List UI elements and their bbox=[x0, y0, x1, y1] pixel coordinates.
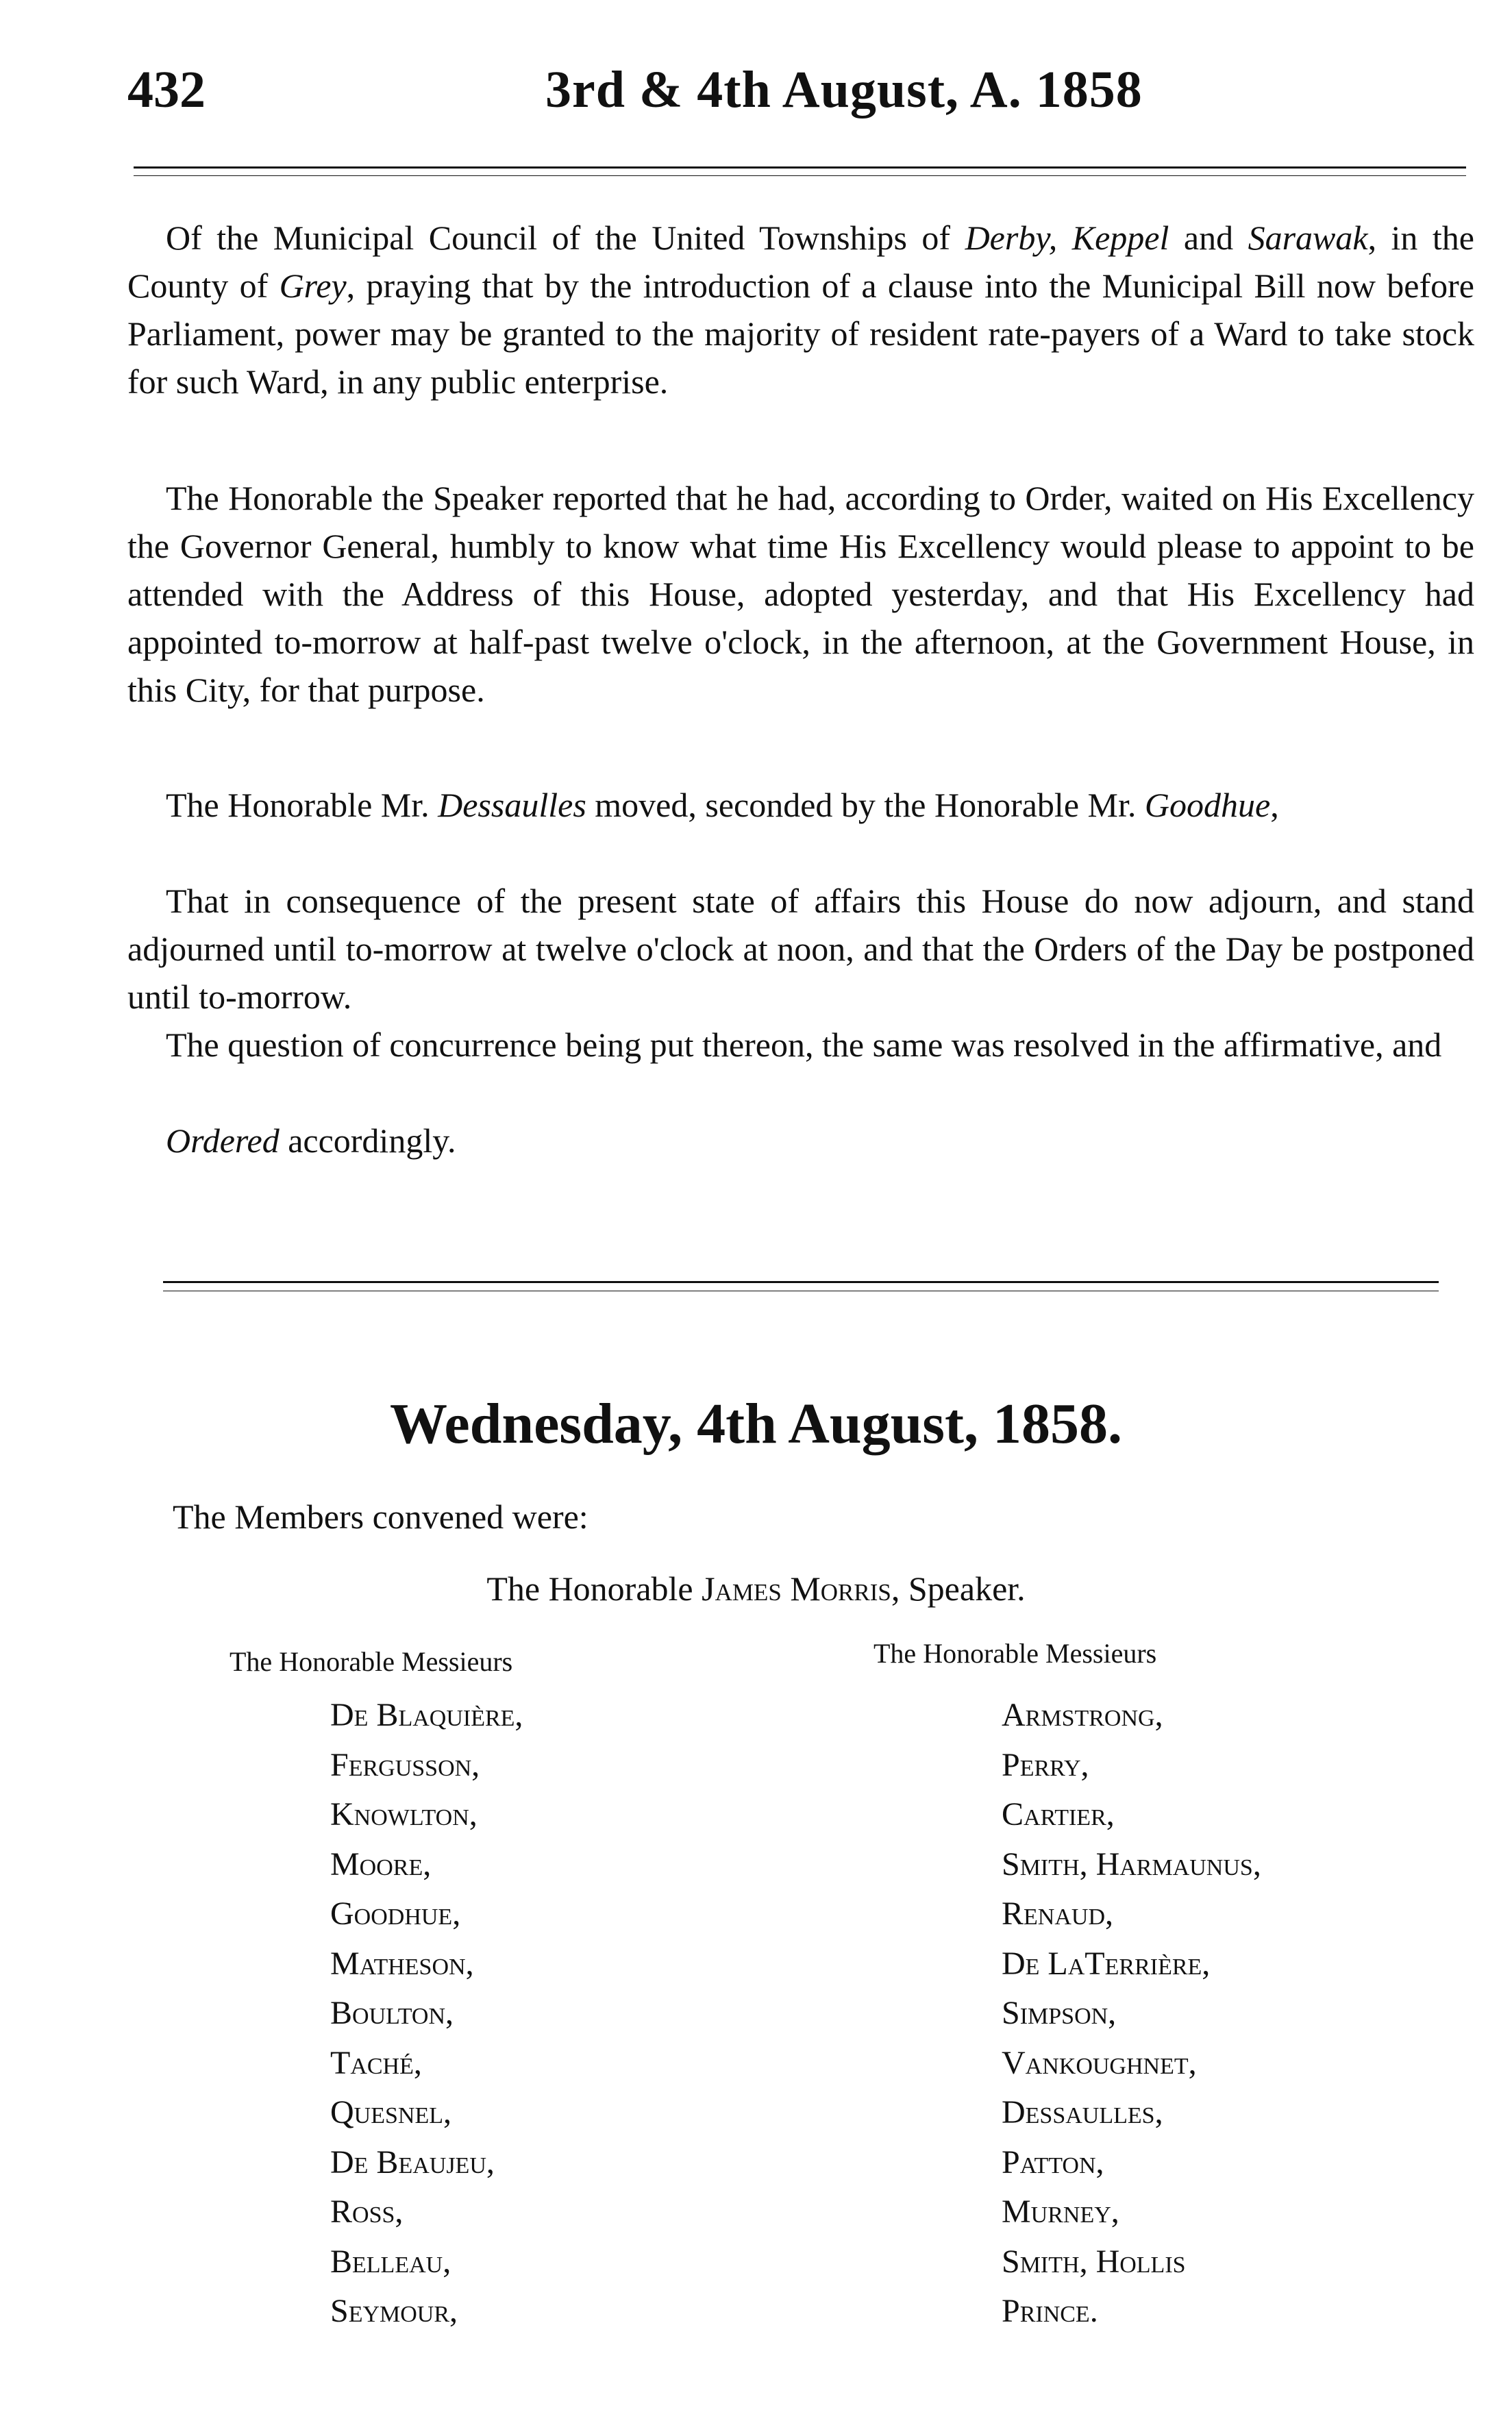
township-names-italic: Derby, Keppel bbox=[965, 219, 1169, 257]
left-column-heading: The Honorable Messieurs bbox=[230, 1646, 513, 1677]
mover-name-italic: Dessaulles bbox=[438, 786, 586, 824]
motion-paragraph: The Honorable Mr. Dessaulles moved, seconded by the Honorable Mr. Goodhue, bbox=[166, 786, 1279, 824]
page-number: 432 bbox=[127, 61, 206, 119]
speaker-name: James Morris bbox=[702, 1569, 891, 1608]
member-name: Perry, bbox=[1002, 1746, 1089, 1783]
petition-paragraph: Of the Municipal Council of the United Townships of Derby, Keppel and Sarawak, in the County of Grey, praying that by the introduction of a clause into the Municipal Bill now before Parliament, power may be granted to the majority of resident rate-payers of a Ward to take stock for such Ward, in any public enterprise. bbox=[127, 219, 1475, 401]
question-paragraph: The question of concurrence being put thereon, the same was resolved in the affirmative, and bbox=[166, 1026, 1442, 1064]
members-convened-line: The Members convened were: bbox=[173, 1498, 588, 1536]
member-name: Moore, bbox=[330, 1846, 432, 1883]
member-name: Taché, bbox=[330, 2044, 422, 2081]
member-name: Patton, bbox=[1002, 2144, 1104, 2180]
member-name: Seymour, bbox=[330, 2293, 458, 2329]
right-column-heading: The Honorable Messieurs bbox=[873, 1638, 1157, 1669]
adjournment-paragraph: That in consequence of the present state of affairs this House do now adjourn, and stand adjourned until to-morrow at twelve o'clock at noon, and that the Orders of the Day be postponed until to-morrow. bbox=[127, 882, 1474, 1016]
township-sarawak-italic: Sarawak bbox=[1248, 219, 1368, 257]
header-rule-bottom bbox=[134, 175, 1466, 176]
speaker-line: The Honorable James Morris, Speaker. bbox=[486, 1569, 1026, 1608]
member-name: De LaTerrière, bbox=[1002, 1945, 1211, 1982]
member-name: De Blaquière, bbox=[330, 1697, 523, 1733]
header-rule-top bbox=[134, 166, 1466, 169]
member-name: Cartier, bbox=[1002, 1796, 1115, 1832]
member-name: Simpson, bbox=[1002, 1995, 1117, 2031]
member-name: Vankoughnet, bbox=[1002, 2044, 1197, 2081]
page-header bbox=[127, 60, 1470, 136]
member-name: Matheson, bbox=[330, 1945, 474, 1982]
member-name: Armstrong, bbox=[1002, 1697, 1163, 1733]
member-name: Dessaulles, bbox=[1002, 2094, 1163, 2130]
member-name: Prince. bbox=[1002, 2293, 1098, 2329]
right-members-list bbox=[1002, 1691, 1261, 2337]
member-name: Renaud, bbox=[1002, 1896, 1113, 1932]
member-name: Ross, bbox=[330, 2194, 404, 2230]
member-name: Knowlton, bbox=[330, 1796, 478, 1832]
member-name: Goodhue, bbox=[330, 1896, 461, 1932]
section-rule-top bbox=[163, 1281, 1439, 1283]
left-members-list bbox=[330, 1691, 523, 2337]
county-grey-italic: Grey bbox=[279, 266, 347, 305]
member-name: De Beaujeu, bbox=[330, 2144, 495, 2180]
member-name: Boulton, bbox=[330, 1995, 454, 2031]
member-name: Quesnel, bbox=[330, 2094, 451, 2130]
section-title: Wednesday, 4th August, 1858. bbox=[390, 1392, 1122, 1456]
member-name: Smith, Hollis bbox=[1002, 2243, 1186, 2280]
member-name: Smith, Harmaunus, bbox=[1002, 1846, 1261, 1883]
member-name: Fergusson, bbox=[330, 1746, 480, 1783]
member-name: Belleau, bbox=[330, 2243, 451, 2280]
member-name: Murney, bbox=[1002, 2194, 1119, 2230]
ordered-paragraph: Ordered accordingly. bbox=[166, 1121, 456, 1160]
ordered-italic: Ordered bbox=[166, 1121, 280, 1160]
seconder-name-italic: Goodhue bbox=[1144, 786, 1271, 824]
running-head: 3rd & 4th August, A. 1858 bbox=[545, 61, 1143, 119]
speaker-report-paragraph: The Honorable the Speaker reported that he had, according to Order, waited on His Excellency the Governor General, humbly to know what time His Excellency would please to appoint to be attended with the Address of this House, adopted yesterday, and that His Excellency had appointed to-morrow at half-past twelve o'clock, in the afternoon, at the Government House, in this City, for that purpose. bbox=[127, 479, 1474, 709]
